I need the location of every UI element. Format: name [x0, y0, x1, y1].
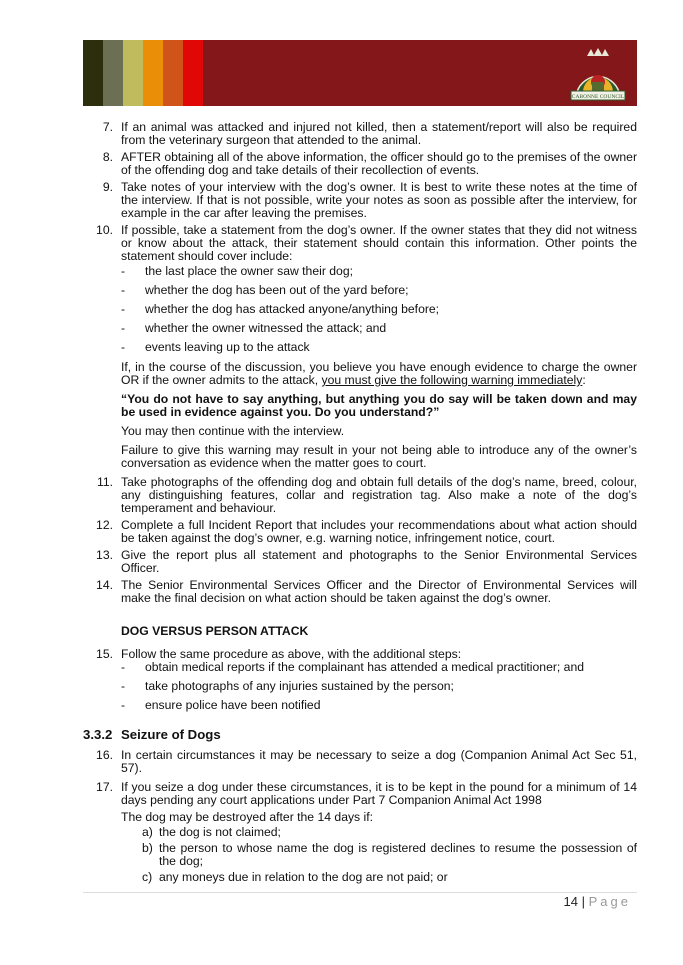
color-stripe [83, 40, 103, 106]
bullet-text: take photographs of any injuries sustained by the person; [145, 679, 454, 693]
item-text: The Senior Environmental Services Officer and the Director of Environmental Services will make the final decision on what action should be taken against the dog’s owner. [121, 578, 637, 605]
item-number: 8. [102, 150, 113, 164]
color-stripe [143, 40, 163, 106]
list-item [83, 579, 637, 605]
item-number: 13. [96, 548, 113, 562]
item-number: 9. [102, 180, 113, 194]
sub-item-letter: c) [142, 870, 153, 884]
paragraph: The dog may be destroyed after the 14 days if: [121, 810, 374, 824]
paragraph: Failure to give this warning may result in your not being able to introduce any of the owner’s conversation as evidence when the matter goes to court. [121, 443, 637, 470]
underlined-text: you must give the following warning immediately [321, 373, 583, 387]
item-text: Take photographs of the offending dog and obtain full details of the dog’s name, breed, colour, any distinguishing features, collar and registration tag. Also make a note of the dog’s temperament and behaviour. [121, 475, 637, 515]
footer-divider [83, 892, 637, 893]
item-text: Complete a full Incident Report that includes your recommendations about what action should be taken against the dog’s owner, e.g. warning notice, infringement notice, court. [121, 518, 637, 545]
sub-item-text: any moneys due in relation to the dog are not paid; or [159, 870, 448, 884]
color-stripe [163, 40, 183, 106]
paragraph-text: : [582, 373, 586, 387]
item-number: 14. [96, 578, 113, 592]
list-item [83, 151, 637, 177]
bullet-text: ensure police have been notified [145, 698, 321, 712]
color-stripe [183, 40, 203, 106]
sub-item [142, 842, 637, 868]
item-text: Give the report plus all statement and photographs to the Senior Environmental Services Officer. [121, 548, 637, 575]
page-label: Page [588, 894, 631, 909]
bullet-item: - obtain medical reports if the complainant has attended a medical practitioner; and [121, 660, 585, 674]
bullet-text: whether the dog has attacked anyone/anything before; [145, 302, 440, 316]
list-item [83, 781, 637, 807]
paragraph-text: If, in the course of the discussion, you believe you have enough evidence to charge the owner OR if the owner admits to the attack, [121, 360, 637, 387]
color-stripe [103, 40, 123, 106]
item-text: If possible, take a statement from the dog’s owner. If the owner states that they did not witness or know about the attack, their statement should contain this information. Other points the statement should cover include: [121, 223, 637, 263]
sub-item-letter: a) [142, 825, 153, 839]
cabonne-council-logo [565, 46, 631, 102]
sub-item [142, 871, 637, 884]
page-footer [564, 894, 631, 909]
paragraph [121, 361, 637, 387]
subheading: DOG VERSUS PERSON ATTACK [121, 624, 309, 638]
bullet-text: whether the dog has been out of the yard before; [145, 283, 409, 297]
bullet-text: obtain medical reports if the complainant has attended a medical practitioner; and [145, 660, 585, 674]
item-number: 15. [96, 647, 113, 661]
item-text: Take notes of your interview with the dog’s owner. It is best to write these notes at the time of the interview. If that is not possible, write your notes as soon as possible after the interview, for example in the car after leaving the premises. [121, 180, 637, 220]
item-number: 10. [96, 223, 113, 237]
item-text: If an animal was attacked and injured not killed, then a statement/report will also be required from the veterinary surgeon that attended to the animal. [121, 120, 637, 147]
bullet-item: - whether the dog has attacked anyone/anything before; [121, 302, 440, 316]
section-title: Seizure of Dogs [121, 727, 221, 742]
footer-separator: | [581, 894, 585, 909]
page-number: 14 [563, 894, 578, 909]
list-item [83, 121, 637, 147]
item-text: Follow the same procedure as above, with the additional steps: [121, 647, 462, 661]
item-number: 7. [102, 120, 113, 134]
color-stripe [123, 40, 143, 106]
list-item [83, 224, 637, 263]
list-item [83, 519, 637, 545]
document-body [83, 121, 637, 887]
item-text: In certain circumstances it may be necessary to seize a dog (Companion Animal Act Sec 51, 57). [121, 748, 637, 775]
section-heading [83, 727, 637, 742]
bullet-text: whether the owner witnessed the attack; and [145, 321, 387, 335]
item-number: 16. [96, 748, 113, 762]
sub-item [142, 826, 637, 839]
section-number: 3.3.2 [83, 727, 113, 742]
item-number: 17. [96, 780, 113, 794]
paragraph: You may then continue with the interview. [121, 424, 345, 438]
item-text: If you seize a dog under these circumstances, it is to be kept in the pound for a minimum of 14 days pending any court applications under Part 7 Companion Animal Act 1998 [121, 780, 637, 807]
list-item [83, 549, 637, 575]
list-item [83, 181, 637, 220]
item-number: 11. [96, 475, 113, 489]
svg-text:CABONNE COUNCIL: CABONNE COUNCIL [571, 94, 625, 100]
bullet-item: - whether the owner witnessed the attack; and [121, 321, 387, 335]
list-item [83, 476, 637, 515]
bullet-text: the last place the owner saw their dog; [145, 264, 353, 278]
bullet-item: - whether the dog has been out of the yard before; [121, 283, 409, 297]
sub-item-letter: b) [142, 841, 153, 855]
sub-item-text: the person to whose name the dog is registered declines to resume the possession of the dog; [159, 841, 637, 868]
warning-text: “You do not have to say anything, but anything you do say will be taken down and may be used in evidence against you. Do you understand?” [121, 392, 637, 419]
header-banner [83, 40, 637, 106]
bullet-item: - ensure police have been notified [121, 698, 321, 712]
bullet-item: - take photographs of any injuries sustained by the person; [121, 679, 454, 693]
bullet-item: - the last place the owner saw their dog; [121, 264, 353, 278]
bullet-item: - events leaving up to the attack [121, 340, 310, 354]
bullet-text: events leaving up to the attack [145, 340, 310, 354]
list-item [83, 749, 637, 775]
item-text: AFTER obtaining all of the above information, the officer should go to the premises of the owner of the offending dog and take details of their recollection of events. [121, 150, 638, 177]
sub-item-text: the dog is not claimed; [159, 825, 281, 839]
item-number: 12. [96, 518, 113, 532]
